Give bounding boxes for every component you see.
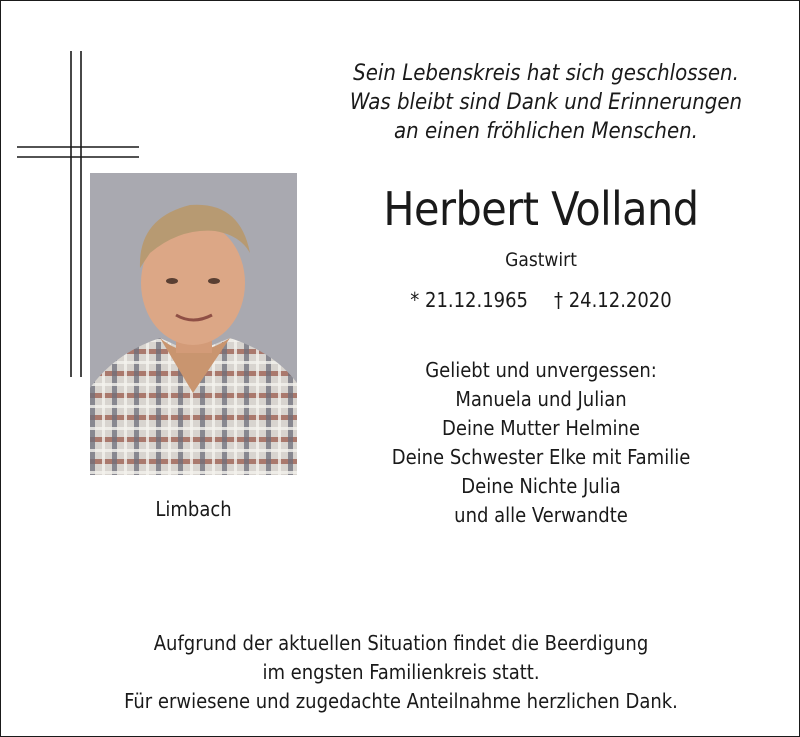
motto-line: Was bleibt sind Dank und Erinnerungen (349, 90, 743, 115)
mourner-line: Geliebt und unvergessen: (425, 358, 657, 382)
mourner-line: Deine Schwester Elke mit Familie (391, 445, 691, 469)
life-dates (381, 288, 701, 312)
motto-line: an einen fröhlichen Menschen. (394, 119, 698, 144)
portrait-photo (90, 173, 297, 475)
mourner-line: Manuela und Julian (455, 387, 627, 411)
mourner-line: Deine Nichte Julia (461, 474, 621, 498)
deceased-occupation: Gastwirt (505, 249, 577, 271)
place-of-residence: Limbach (155, 497, 232, 521)
mourners-list (341, 356, 741, 530)
footer-line: im engsten Familienkreis statt. (262, 660, 540, 684)
deceased-name: Herbert Volland (383, 182, 699, 236)
mourner-line: und alle Verwandte (454, 503, 628, 527)
funeral-notice (41, 629, 761, 716)
death-date: † 24.12.2020 (554, 288, 672, 312)
mourner-line: Deine Mutter Helmine (442, 416, 640, 440)
footer-line: Für erwiesene und zugedachte Anteilnahme herzlichen Dank. (124, 689, 678, 713)
portrait-illustration (90, 173, 297, 475)
birth-date: * 21.12.1965 (410, 288, 528, 312)
motto-line: Sein Lebenskreis hat sich geschlossen. (353, 61, 739, 86)
footer-line: Aufgrund der aktuellen Situation findet die Beerdigung (153, 631, 649, 655)
memorial-motto (301, 59, 791, 146)
